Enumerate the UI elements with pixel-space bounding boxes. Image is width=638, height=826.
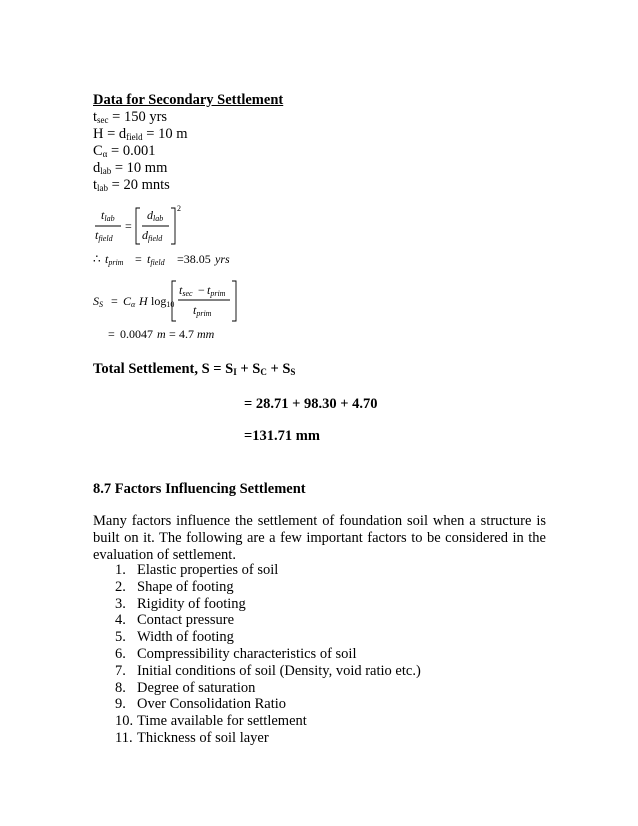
tprim-value: =38.05 [177,252,211,266]
h-symbol: H = d [93,126,127,142]
ss-result-equals: = [108,327,115,341]
ss-result-equals-2: = [169,327,176,341]
ratio-t-lab: tlab [101,208,115,223]
factor-text: Contact pressure [137,612,235,629]
factor-text: Rigidity of footing [137,595,246,612]
total-plus-1: + S [236,361,261,377]
factor-list-item [93,646,421,663]
factor-text: Width of footing [137,629,234,646]
ratio-equation [93,203,203,247]
ss-equation [93,279,243,323]
ratio-d-field: dfield [142,228,163,243]
ss-symbol: SS [93,294,103,309]
factor-text: Degree of saturation [137,679,256,696]
total-label: Total Settlement, S = S [93,361,234,377]
factor-number: 1. [115,562,126,578]
tprim-equation [93,249,253,269]
factor-number: 4. [115,612,126,629]
tsec-symbol: t [93,109,98,125]
h-line [93,126,188,143]
ratio-d-lab: dlab [147,208,164,223]
therefore-symbol: ∴ [93,252,101,266]
dlab-symbol: d [93,160,101,176]
factor-list-item [93,680,421,697]
ss-h: H [139,294,148,308]
factor-list-item [93,696,421,713]
tfield-symbol: tfield [147,252,165,267]
factor-number: 7. [115,662,126,679]
ratio-exponent: 2 [177,204,181,213]
ss-right-bracket [232,281,236,321]
factor-text: Initial conditions of soil (Density, void ratio etc.) [137,662,421,679]
factor-text: Shape of footing [137,578,234,595]
h-sub: field [126,132,143,142]
section-paragraph: Many factors influence the settlement of foundation soil when a structure is built on it. The following are a few important factors to be considered in the evaluation of settlement. [93,513,546,563]
total-sub-s: S [290,367,296,377]
tprim-symbol: tprim [105,252,124,267]
tsec-value: = 150 yrs [108,109,168,125]
ratio-left-bracket [136,208,140,244]
total-settlement-line [93,361,295,378]
factor-text: Compressibility characteristics of soil [137,645,357,662]
tprim-unit: yrs [215,252,230,266]
factor-number: 11. [115,729,133,746]
total-sum-line: = 28.71 + 98.30 + 4.70 [244,396,378,412]
factor-text: Elastic properties of soil [137,562,279,578]
factor-number: 2. [115,578,126,595]
tlab-value: = 20 mnts [108,177,170,193]
factor-list-item [93,663,421,680]
factor-list-item [93,579,421,596]
factor-list-item [93,629,421,646]
ratio-right-bracket [171,208,175,244]
ss-log: log10 [151,294,175,309]
ss-tprim-den: tprim [193,303,212,318]
dlab-line [93,160,167,177]
secondary-heading: Data for Secondary Settlement [93,92,284,108]
calpha-line [93,143,155,160]
ss-equals: = [111,294,118,308]
ss-minus: − [198,283,205,297]
total-result-line: =131.71 mm [244,428,320,444]
factor-text: Time available for settlement [137,713,307,730]
ratio-t-field: tfield [95,228,113,243]
dlab-sub: lab [100,166,112,176]
ss-result-equation [93,324,253,344]
calpha-sub: α [102,149,108,159]
factor-number: 10. [115,713,134,730]
ss-tprim-num: tprim [207,283,226,298]
factor-list-item [93,612,421,629]
factor-list-item [93,596,421,613]
factor-text: Thickness of soil layer [137,729,269,746]
calpha-symbol: C [93,143,103,159]
total-plus-2: + S [266,361,291,377]
calpha-value: = 0.001 [107,143,156,159]
h-value: = 10 m [142,126,188,142]
tsec-line [93,109,167,126]
factor-text: Over Consolidation Ratio [137,696,287,713]
tprim-equals: = [135,252,142,266]
dlab-value: = 10 mm [111,160,168,176]
ratio-equals: = [125,219,132,233]
factor-number: 5. [115,629,126,646]
total-sub-c: C [260,367,267,377]
factor-number: 3. [115,595,126,612]
ss-result-value-m: 0.0047 [120,327,153,341]
factor-list-item [93,730,421,747]
ss-calpha: Cα [123,294,136,309]
factor-number: 9. [115,696,126,713]
ss-result-unit-m: m [157,327,166,341]
tsec-sub: sec [97,115,109,125]
tlab-sub: lab [97,183,109,193]
tlab-line [93,177,170,194]
factor-list-item [93,713,421,730]
section-heading: 8.7 Factors Influencing Settlement [93,481,306,497]
ss-tsec: tsec [179,283,193,298]
factor-list-item [93,562,421,579]
factor-number: 6. [115,645,126,662]
ss-result-value-mm: 4.7 [179,327,194,341]
total-sub-i: I [233,367,237,377]
factor-number: 8. [115,679,126,696]
factors-list [93,562,421,747]
tlab-symbol: t [93,177,98,193]
ss-result-unit-mm: mm [197,327,215,341]
